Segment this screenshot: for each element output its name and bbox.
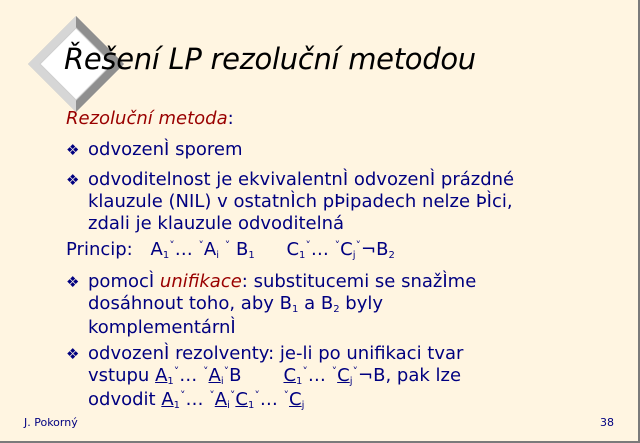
bullet-3-line-2: dosáhnout toho, aby $B_1$ a $B_2$ byly (88, 293, 384, 315)
unifikace-term: unifikace (159, 271, 242, 292)
bullet-4-line-3: odvodit $A_1^˅\dots$ $^˅A_i^˅C_1^˅\dots$ $^˅C_j$ (88, 389, 305, 411)
principle-formula-right: $C_1^˅\dots$ $^˅C_j^˅\neg B_2$ (286, 239, 395, 261)
principle-line (66, 239, 395, 261)
intro-term: Rezoluční metoda (66, 108, 228, 129)
bullet-3-line-3: komplementárnÌ (88, 317, 236, 338)
bullet-3-line-1: pomocÌ unifikace: substitucemi se snažÌme (88, 271, 477, 292)
bullet-1-text: odvozenÌ sporem (88, 139, 243, 160)
bullet-2-line-3: zdali je klauzule odvoditelná (88, 213, 345, 234)
intro-line: Rezoluční metoda: (66, 108, 234, 129)
bullet-4-line-1: odvozenÌ rezolventy: je-li po unifikaci tvar (88, 343, 464, 364)
diamond-bullet-icon: ❖ (66, 141, 80, 159)
footer-page-number: 38 (600, 416, 614, 429)
diamond-bullet-icon: ❖ (66, 273, 80, 291)
slide-title: Řešení LP rezoluční metodou (64, 42, 476, 76)
bullet-2-line-1: odvoditelnost je ekvivalentnÌ odvozenÌ prázdné (88, 169, 515, 190)
principle-label: Princip: (66, 239, 133, 260)
bullet-2-line-2: klauzule (NIL) v ostatnÌch pÞipadech nelze ÞÌci, (88, 191, 513, 212)
footer-author: J. Pokorný (24, 416, 78, 429)
diamond-bullet-icon: ❖ (66, 345, 80, 363)
bullet-4-line-2: vstupu $A_1^˅\dots$ $^˅A_i^˅B$ $C_1^˅\dots$ $^˅C_j^˅\neg B$, pak lze (88, 365, 462, 387)
diamond-bullet-icon: ❖ (66, 171, 80, 189)
principle-formula-left: $A_1^˅\dots$ $^˅A_i$ ˅ $B_1$ (150, 239, 255, 261)
